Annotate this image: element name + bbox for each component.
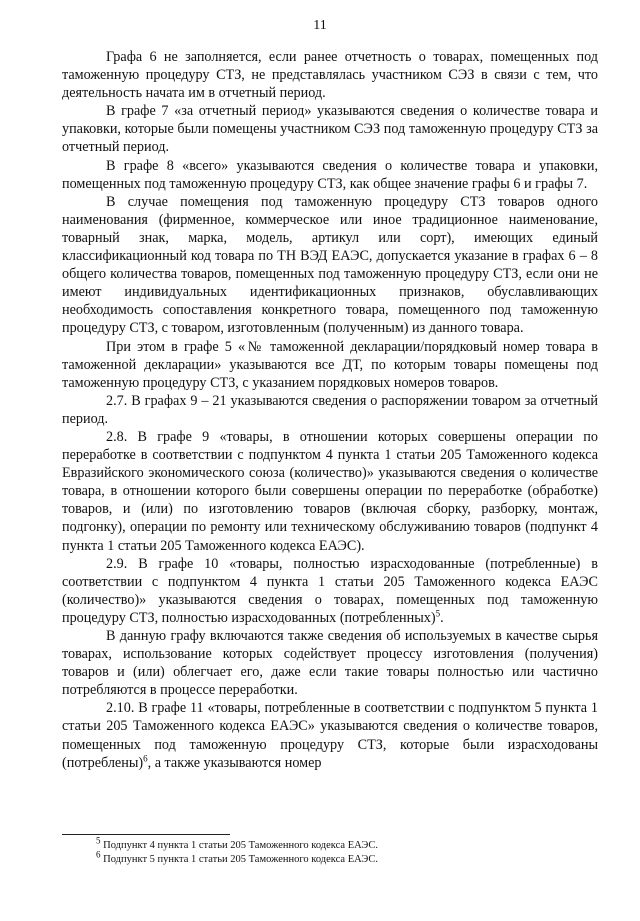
footnote-5-text: Подпункт 4 пункта 1 статьи 205 Таможенного кодекса ЕАЭС. — [103, 840, 378, 851]
paragraph-2-9 — [62, 555, 598, 627]
footnote-5 — [62, 835, 598, 853]
footnote-mark-5: 5 — [96, 835, 101, 846]
footnote-divider — [62, 834, 230, 835]
paragraph-2-10-text: 2.10. В графе 11 «товары, потребленные в соответствии с подпунктом 5 пункта 1 статьи 205 Таможенного кодекса ЕАЭС» указываются сведения о количестве товаров, помещенных под таможенную процедуру СТЗ, которые были израсходованы (потреблены) — [62, 700, 598, 771]
paragraph-same-name-goods: В случае помещения под таможенную процедуру СТЗ товаров одного наименования (фирменное, коммерческое или иное традиционное наименование, товарный знак, марка, модель, артикул или сорт), имеющих единый классификационный код товара по ТН ВЭД ЕАЭС, допускается указание в графах 6 – 8 общего количества товаров, помещенных под таможенную процедуру СТЗ, если они не имеют индивидуальных идентификационных признаков, обуславливающих необходимость сопоставления конкретного товара, помещенного под таможенную процедуру СТЗ, с товаром, изготовленным (полученным) из данного товара. — [62, 193, 598, 337]
document-body — [62, 48, 598, 772]
footnote-mark-6: 6 — [96, 849, 101, 860]
paragraph-2-9-end: . — [440, 609, 444, 626]
footnote-ref-5[interactable]: 5 — [435, 608, 441, 619]
paragraph-2-8: 2.8. В графе 9 «товары, в отношении которых совершены операции по переработке в соответствии с подпунктом 4 пункта 1 статьи 205 Таможенного кодекса Евразийского экономического союза (количество)» указываются сведения о количестве товара, в отношении которого были совершены операции по переработке (обработке) товаров, и (или) по изготовлению товаров (включая сборку, разборку, монтаж, подгонку), операции по ремонту или техническому обслуживанию товаров (подпункт 4 пункта 1 статьи 205 Таможенного кодекса ЕАЭС). — [62, 428, 598, 554]
footnote-6-text: Подпункт 5 пункта 1 статьи 205 Таможенного кодекса ЕАЭС. — [103, 854, 378, 865]
paragraph-graph-7: В графе 7 «за отчетный период» указываются сведения о количестве товара и упаковки, которые были помещены участником СЭЗ под таможенную процедуру СТЗ за отчетный период. — [62, 103, 598, 156]
footnotes — [62, 835, 598, 867]
paragraph-2-10 — [62, 699, 598, 771]
paragraph-graph-5: При этом в графе 5 «№ таможенной декларации/порядковый номер товара в таможенной декларации» указываются все ДТ, по которым товары помещены под таможенную процедуру СТЗ, с указанием порядковых номеров товаров. — [62, 338, 598, 391]
paragraph-raw-materials: В данную графу включаются также сведения об используемых в качестве сырья товарах, использование которых содействует процессу изготовления (получения) товаров и (или) облегчает его, даже если такие товары полностью или частично потребляются в процессе переработки. — [62, 628, 598, 699]
footnote-ref-6[interactable]: 6 — [143, 752, 148, 763]
footnote-6 — [62, 849, 598, 867]
paragraph-2-9-text: 2.9. В графе 10 «товары, полностью израсходованные (потребленные) в соответствии с подпунктом 4 пункта 1 статьи 205 Таможенного кодекса ЕАЭС (количество)» указываются сведения о товарах, помещенных под таможенную процедуру СТЗ, полностью израсходованных (потребленных) — [62, 555, 598, 626]
paragraph-graph-8: В графе 8 «всего» указываются сведения о количестве товара и упаковки, помещенных под таможенную процедуру СТЗ, как общее значение графы 6 и графы 7. — [62, 157, 598, 192]
page-number: 11 — [313, 18, 327, 33]
paragraph-graph-6: Графа 6 не заполняется, если ранее отчетность о товарах, помещенных под таможенную процедуру СТЗ, не представлялась участником СЭЗ в связи с тем, что деятельность начата им в отчетный период. — [62, 49, 598, 102]
paragraph-2-7: 2.7. В графах 9 – 21 указываются сведения о распоряжении товаром за отчетный период. — [62, 392, 598, 427]
paragraph-2-10-end: , а также указываются номер — [147, 754, 322, 771]
